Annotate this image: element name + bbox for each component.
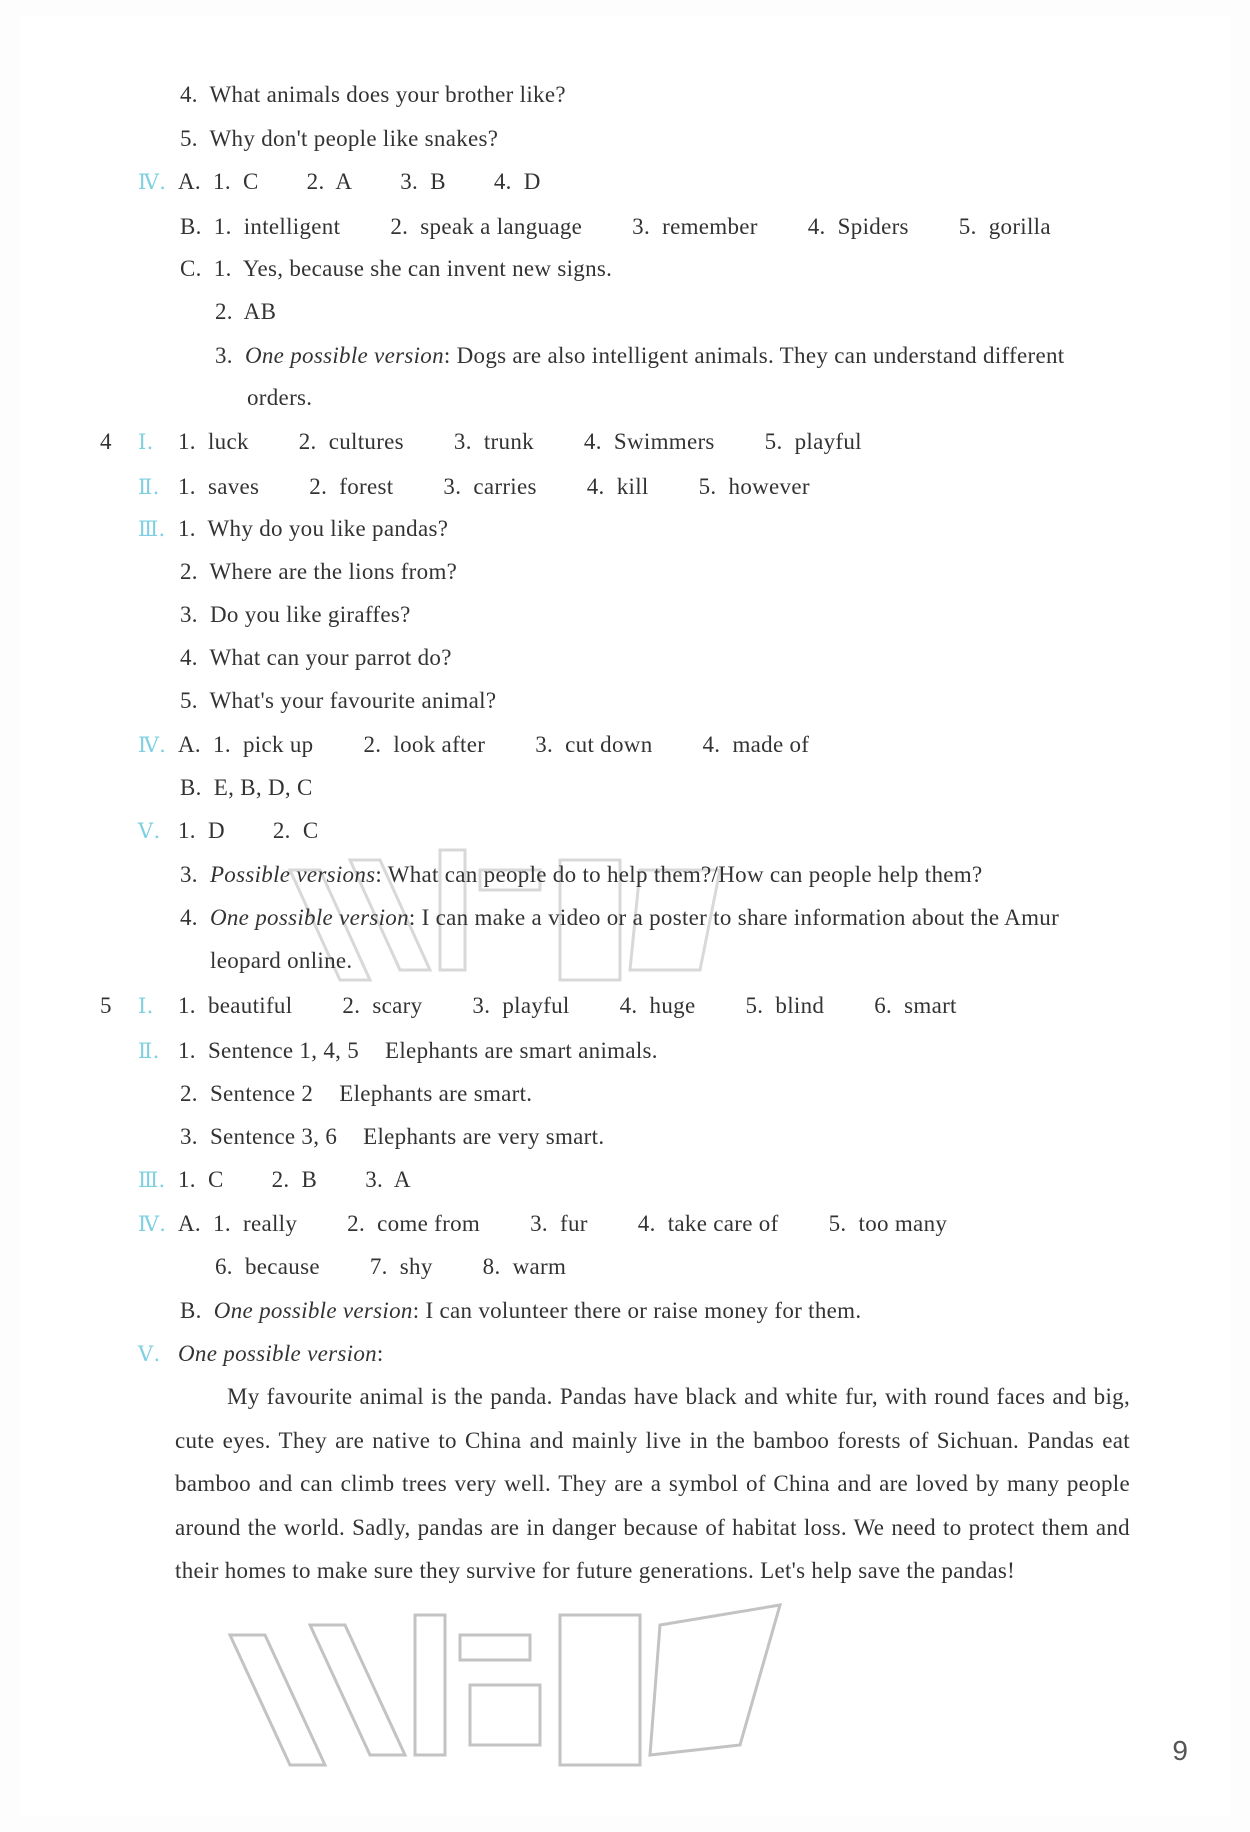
answer-line	[138, 816, 318, 846]
answer-text: 1. C	[178, 1167, 224, 1192]
answer-text: 3. Do you like giraffes?	[180, 602, 411, 627]
answer-line	[138, 730, 809, 760]
answer-line	[180, 1296, 861, 1326]
answer-text: : I can make a video or a poster to share information about the Amur	[408, 905, 1060, 930]
answer-text: 3. cut down	[535, 732, 653, 757]
answer-text: 3. remember	[632, 214, 758, 239]
answer-text: 2. C	[272, 818, 319, 843]
answer-text: 2. speak a language	[390, 214, 583, 239]
answer-text: : What can people do to help them?/How can people help them?	[375, 862, 983, 887]
answer-text: 3.	[215, 343, 245, 368]
answer-text: 2. look after	[363, 732, 486, 757]
answer-text: :	[376, 1341, 384, 1366]
answer-text: 4. Swimmers	[583, 429, 715, 454]
essay-paragraph: My favourite animal is the panda. Pandas have black and white fur, with round faces and big, cute eyes. They are native to China and mainly live in the bamboo forests of Sichuan. Pandas eat bamboo and can climb trees very well. They are a symbol of China and are loved by many people around the world. Sadly, pandas are in danger because of habitat loss. We need to protect them and their homes to make sure they survive for future generations. Let's help save the pandas!	[175, 1384, 1130, 1583]
answer-text: 3. playful	[472, 993, 570, 1018]
answer-text: 3.	[180, 862, 210, 887]
answer-line	[180, 1079, 532, 1109]
answer-text: B.	[180, 1298, 214, 1323]
answer-line	[180, 1122, 604, 1152]
answer-text: 5. gorilla	[958, 214, 1051, 239]
answer-text: 3. fur	[530, 1211, 588, 1236]
roman-numeral: Ⅱ.	[138, 475, 160, 499]
answer-line	[215, 1252, 566, 1282]
answer-text: A. 1. C	[178, 169, 259, 194]
answer-text: 4. What animals does your brother like?	[180, 82, 566, 107]
answer-text: B. E, B, D, C	[180, 775, 313, 800]
section-number	[100, 991, 112, 1021]
answer-text: 4. huge	[619, 993, 696, 1018]
answer-text: 4. Spiders	[807, 214, 909, 239]
answer-line	[180, 643, 452, 673]
roman-numeral: Ⅴ.	[138, 1342, 161, 1366]
answer-text: 4. D	[493, 169, 541, 194]
answer-text: 5. What's your favourite animal?	[180, 688, 497, 713]
answer-line	[180, 860, 982, 890]
answer-text: 2. A	[306, 169, 353, 194]
roman-numeral: Ⅳ.	[138, 170, 167, 194]
answer-text: Elephants are smart.	[339, 1081, 533, 1106]
answer-text: 4	[100, 429, 112, 454]
answer-text: 5	[100, 993, 112, 1018]
answer-text: 3. Sentence 3, 6	[180, 1124, 338, 1149]
answer-text: 5. Why don't people like snakes?	[180, 126, 499, 151]
answer-line	[180, 80, 566, 110]
answer-line	[138, 472, 810, 502]
roman-numeral: Ⅳ.	[138, 733, 167, 757]
answer-text: 2. Sentence 2	[180, 1081, 314, 1106]
answer-line	[138, 514, 448, 544]
answer-line	[180, 212, 1051, 242]
answer-text: 8. warm	[482, 1254, 567, 1279]
answer-text: 1. Sentence 1, 4, 5	[178, 1038, 360, 1063]
answer-text: 2. come from	[347, 1211, 481, 1236]
roman-numeral: Ⅰ.	[138, 430, 154, 454]
answer-text: 7. shy	[369, 1254, 433, 1279]
roman-numeral: Ⅳ.	[138, 1212, 167, 1236]
italic-label: Possible versions	[209, 862, 376, 887]
answer-text: 3. carries	[443, 474, 537, 499]
answer-text: 2. AB	[215, 299, 277, 324]
answer-line	[215, 297, 276, 327]
answer-text: 4. made of	[702, 732, 810, 757]
answer-line	[138, 427, 862, 457]
answer-text: 2. forest	[309, 474, 394, 499]
answer-text: 2. cultures	[298, 429, 404, 454]
answer-line	[180, 903, 1059, 933]
answer-text: 4. What can your parrot do?	[180, 645, 452, 670]
answer-text: leopard online.	[210, 948, 353, 973]
answer-text: B. 1. intelligent	[180, 214, 341, 239]
answer-text: 2. B	[271, 1167, 318, 1192]
answer-text: : Dogs are also intelligent animals. They can understand different	[443, 343, 1065, 368]
answer-text: 4.	[180, 905, 210, 930]
answer-text: 6. because	[215, 1254, 320, 1279]
answer-text: 5. blind	[745, 993, 825, 1018]
answer-text: 1. saves	[178, 474, 260, 499]
answer-text: 4. kill	[586, 474, 649, 499]
roman-numeral: Ⅴ.	[138, 819, 161, 843]
page-number: 9	[1172, 1735, 1188, 1766]
answer-text: 3. A	[365, 1167, 411, 1192]
answer-line	[180, 124, 498, 154]
answer-line	[138, 1339, 384, 1369]
answer-text: 1. D	[178, 818, 225, 843]
answer-line	[180, 254, 612, 284]
answer-text: 2. scary	[342, 993, 423, 1018]
answer-line	[180, 686, 496, 716]
roman-numeral: Ⅰ.	[138, 994, 154, 1018]
italic-label: One possible version	[209, 905, 409, 930]
answer-text: 2. Where are the lions from?	[180, 559, 458, 584]
answer-text: 1. luck	[178, 429, 249, 454]
answer-text: 4. take care of	[637, 1211, 779, 1236]
answer-text: A. 1. pick up	[178, 732, 314, 757]
answer-text: 1. Why do you like pandas?	[178, 516, 449, 541]
answer-text: 6. smart	[874, 993, 957, 1018]
section-number	[100, 427, 112, 457]
answer-text: 3. B	[400, 169, 446, 194]
roman-numeral: Ⅲ.	[138, 1168, 166, 1192]
answer-text: Elephants are very smart.	[363, 1124, 605, 1149]
answer-line	[247, 383, 312, 413]
answer-text: C. 1. Yes, because she can invent new signs.	[180, 256, 613, 281]
answer-line	[210, 946, 352, 976]
roman-numeral: Ⅱ.	[138, 1039, 160, 1063]
answer-line	[180, 557, 457, 587]
answer-text: 5. however	[698, 474, 810, 499]
italic-label: One possible version	[213, 1298, 413, 1323]
answer-text: 1. beautiful	[178, 993, 293, 1018]
italic-label: One possible version	[178, 1341, 377, 1366]
answer-line	[215, 341, 1064, 371]
answer-text: : I can volunteer there or raise money for them.	[412, 1298, 862, 1323]
answer-line	[138, 1165, 411, 1195]
answer-text: orders.	[247, 385, 313, 410]
answer-line	[180, 773, 313, 803]
answer-text: 5. too many	[828, 1211, 948, 1236]
answer-text: Elephants are smart animals.	[385, 1038, 658, 1063]
answer-text: A. 1. really	[178, 1211, 298, 1236]
answer-line	[138, 167, 541, 197]
answer-text: 5. playful	[764, 429, 862, 454]
italic-label: One possible version	[244, 343, 444, 368]
roman-numeral: Ⅲ.	[138, 517, 166, 541]
answer-line	[138, 991, 957, 1021]
answer-line	[180, 600, 411, 630]
answer-text: 3. trunk	[453, 429, 534, 454]
answer-line	[138, 1036, 658, 1066]
answer-line	[138, 1209, 947, 1239]
